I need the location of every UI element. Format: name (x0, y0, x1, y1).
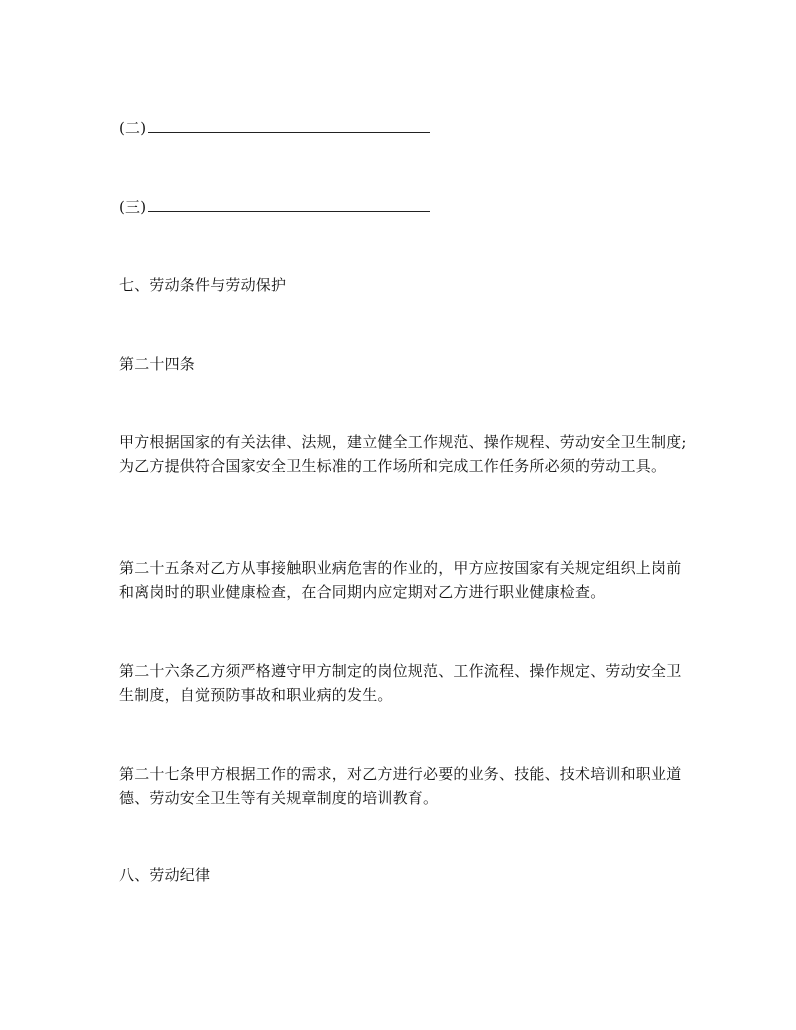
article-26-paragraph: 第二十六条乙方须严格遵守甲方制定的岗位规范、工作流程、操作规定、劳动安全卫生制度，自觉预防事故和职业病的发生。 (119, 662, 682, 704)
article-25-paragraph: 第二十五条对乙方从事接触职业病危害的作业的，甲方应按国家有关规定组织上岗前和离岗时的职业健康检查，在合同期内应定期对乙方进行职业健康检查。 (119, 559, 682, 601)
blank-item-3-label: (三) (119, 198, 147, 216)
blank-item-2 (119, 116, 689, 140)
article-27-paragraph: 第二十七条甲方根据工作的需求，对乙方进行必要的业务、技能、技术培训和职业道德、劳动安全卫生等有关规章制度的培训教育。 (119, 765, 682, 807)
section-7-heading: 七、劳动条件与劳动保护 (119, 276, 287, 294)
article-24-heading: 第二十四条 (119, 355, 196, 373)
article-24-paragraph: 甲方根据国家的有关法律、法规，建立健全工作规范、操作规程、劳动安全卫生制度;为乙方提供符合国家安全卫生标准的工作场所和完成工作任务所必须的劳动工具。 (119, 433, 687, 475)
fill-in-blank-line[interactable] (148, 196, 430, 212)
section-8-heading: 八、劳动纪律 (119, 866, 211, 884)
blank-item-3 (119, 195, 689, 219)
fill-in-blank-line[interactable] (148, 117, 430, 133)
blank-item-2-label: (二) (119, 119, 147, 137)
